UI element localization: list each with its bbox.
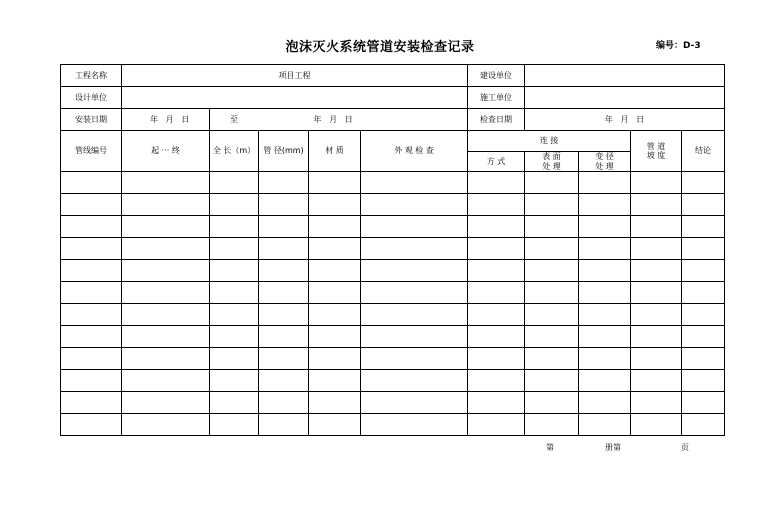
table-row: [61, 370, 725, 392]
table-cell[interactable]: [259, 304, 309, 326]
table-cell[interactable]: [579, 238, 631, 260]
table-cell[interactable]: [682, 282, 725, 304]
table-cell[interactable]: [122, 172, 210, 194]
table-cell[interactable]: [61, 370, 122, 392]
table-cell[interactable]: [210, 172, 259, 194]
table-cell[interactable]: [525, 238, 579, 260]
header-connection: 连 接: [468, 131, 631, 152]
table-cell[interactable]: [259, 216, 309, 238]
table-cell[interactable]: [259, 172, 309, 194]
footer-ye: 页: [681, 443, 689, 452]
table-cell[interactable]: [61, 348, 122, 370]
table-cell[interactable]: [468, 326, 525, 348]
table-cell[interactable]: [210, 370, 259, 392]
table-cell[interactable]: [210, 348, 259, 370]
table-cell[interactable]: [259, 348, 309, 370]
table-cell[interactable]: [579, 392, 631, 414]
table-cell[interactable]: [631, 326, 682, 348]
table-cell[interactable]: [579, 326, 631, 348]
table-cell[interactable]: [122, 238, 210, 260]
footer-ce-di: 册第: [605, 443, 621, 452]
table-cell[interactable]: [309, 414, 361, 436]
table-cell[interactable]: [210, 326, 259, 348]
table-cell[interactable]: [361, 238, 468, 260]
table-cell[interactable]: [631, 370, 682, 392]
table-cell[interactable]: [361, 414, 468, 436]
table-cell[interactable]: [525, 348, 579, 370]
table-row: [61, 348, 725, 370]
table-cell[interactable]: [525, 304, 579, 326]
table-cell[interactable]: [579, 370, 631, 392]
table-cell[interactable]: [61, 304, 122, 326]
table-cell[interactable]: [309, 370, 361, 392]
table-row: [61, 392, 725, 414]
table-cell[interactable]: [259, 260, 309, 282]
project-name-value[interactable]: 项目工程: [122, 65, 468, 87]
form-code: 编号：D-3: [656, 41, 701, 51]
table-cell[interactable]: [682, 260, 725, 282]
table-cell[interactable]: [631, 238, 682, 260]
header-slope: 管 道 坡 度: [631, 131, 682, 172]
table-cell[interactable]: [309, 238, 361, 260]
table-cell[interactable]: [468, 172, 525, 194]
row-design: [61, 87, 725, 109]
construction-value[interactable]: [525, 87, 725, 109]
table-cell[interactable]: [309, 260, 361, 282]
install-date-label: 安装日期: [61, 109, 122, 131]
table-cell[interactable]: [579, 216, 631, 238]
header-conclusion: 结论: [682, 131, 725, 172]
table-cell[interactable]: [122, 348, 210, 370]
table-cell[interactable]: [525, 172, 579, 194]
builder-value[interactable]: [525, 65, 725, 87]
table-cell[interactable]: [579, 172, 631, 194]
table-cell[interactable]: [631, 216, 682, 238]
table-cell[interactable]: [361, 326, 468, 348]
project-name-label: 工程名称: [61, 65, 122, 87]
table-cell[interactable]: [361, 348, 468, 370]
header-length: 全 长（m）: [210, 131, 259, 172]
construction-label: 施工单位: [468, 87, 525, 109]
row-project: [61, 65, 725, 87]
table-cell[interactable]: [361, 370, 468, 392]
table-cell[interactable]: [259, 194, 309, 216]
table-cell[interactable]: [579, 282, 631, 304]
table-cell[interactable]: [579, 348, 631, 370]
table-cell[interactable]: [361, 172, 468, 194]
table-cell[interactable]: [579, 194, 631, 216]
table-cell[interactable]: [525, 282, 579, 304]
header-surface: 表 面 处 理: [525, 152, 579, 172]
header-start-end: 起 ··· 终: [122, 131, 210, 172]
table-cell[interactable]: [631, 304, 682, 326]
table-cell[interactable]: [682, 414, 725, 436]
table-cell[interactable]: [259, 370, 309, 392]
table-cell[interactable]: [122, 260, 210, 282]
table-cell[interactable]: [525, 414, 579, 436]
table-cell[interactable]: [631, 194, 682, 216]
table-cell[interactable]: [525, 216, 579, 238]
table-cell[interactable]: [61, 194, 122, 216]
table-cell[interactable]: [61, 282, 122, 304]
table-cell[interactable]: [631, 414, 682, 436]
header-row-1: [61, 131, 725, 152]
table-cell[interactable]: [631, 260, 682, 282]
table-cell[interactable]: [682, 172, 725, 194]
table-cell[interactable]: [468, 260, 525, 282]
table-cell[interactable]: [122, 414, 210, 436]
table-cell[interactable]: [468, 304, 525, 326]
table-cell[interactable]: [259, 238, 309, 260]
table-cell[interactable]: [259, 326, 309, 348]
table-cell[interactable]: [210, 282, 259, 304]
table-cell[interactable]: [61, 260, 122, 282]
table-cell[interactable]: [361, 392, 468, 414]
form-title: 泡沫灭火系统管道安装检查记录: [285, 40, 475, 55]
table-cell[interactable]: [361, 282, 468, 304]
header-diameter: 管 径(mm): [259, 131, 309, 172]
table-cell[interactable]: [309, 282, 361, 304]
table-cell[interactable]: [361, 216, 468, 238]
table-cell[interactable]: [468, 216, 525, 238]
table-cell[interactable]: [361, 304, 468, 326]
table-cell[interactable]: [122, 392, 210, 414]
table-cell[interactable]: [468, 348, 525, 370]
table-row: [61, 304, 725, 326]
table-cell[interactable]: [309, 216, 361, 238]
install-date-end[interactable]: 年 月 日: [309, 109, 468, 131]
table-cell[interactable]: [631, 282, 682, 304]
table-cell[interactable]: [682, 216, 725, 238]
table-cell[interactable]: [61, 216, 122, 238]
table-row: [61, 260, 725, 282]
check-date-label: 检查日期: [468, 109, 525, 131]
table-cell[interactable]: [259, 414, 309, 436]
table-cell[interactable]: [309, 326, 361, 348]
table-cell[interactable]: [210, 414, 259, 436]
table-cell[interactable]: [525, 392, 579, 414]
check-date-value[interactable]: 年 月 日: [525, 109, 725, 131]
table-cell[interactable]: [631, 172, 682, 194]
data-rows: [61, 172, 725, 436]
table-cell[interactable]: [309, 348, 361, 370]
inspection-table: [60, 64, 725, 436]
table-cell[interactable]: [309, 304, 361, 326]
table-cell[interactable]: [309, 392, 361, 414]
table-cell[interactable]: [122, 194, 210, 216]
table-cell[interactable]: [122, 370, 210, 392]
table-cell[interactable]: [210, 216, 259, 238]
table-cell[interactable]: [468, 194, 525, 216]
table-cell[interactable]: [468, 282, 525, 304]
design-value[interactable]: [122, 87, 468, 109]
table-cell[interactable]: [682, 348, 725, 370]
table-cell[interactable]: [468, 238, 525, 260]
header-material: 材 质: [309, 131, 361, 172]
table-cell[interactable]: [525, 260, 579, 282]
table-cell[interactable]: [631, 392, 682, 414]
table-cell[interactable]: [309, 194, 361, 216]
table-cell[interactable]: [682, 304, 725, 326]
table-cell[interactable]: [210, 392, 259, 414]
table-row: [61, 282, 725, 304]
table-cell[interactable]: [210, 260, 259, 282]
table-cell[interactable]: [682, 370, 725, 392]
table-cell[interactable]: [682, 194, 725, 216]
table-cell[interactable]: [210, 238, 259, 260]
table-row: [61, 326, 725, 348]
table-cell[interactable]: [309, 172, 361, 194]
install-date-to: 至: [210, 109, 309, 131]
table-cell[interactable]: [579, 414, 631, 436]
table-cell[interactable]: [682, 326, 725, 348]
header-reducer: 变 径 处 理: [579, 152, 631, 172]
table-cell[interactable]: [579, 260, 631, 282]
header-appearance: 外 观 检 查: [361, 131, 468, 172]
table-cell[interactable]: [122, 282, 210, 304]
table-cell[interactable]: [631, 348, 682, 370]
table-cell[interactable]: [682, 238, 725, 260]
table-cell[interactable]: [61, 414, 122, 436]
table-row: [61, 172, 725, 194]
table-cell[interactable]: [259, 392, 309, 414]
table-cell[interactable]: [682, 392, 725, 414]
table-cell[interactable]: [122, 304, 210, 326]
table-cell[interactable]: [210, 194, 259, 216]
install-date-start[interactable]: 年 月 日: [122, 109, 210, 131]
table-cell[interactable]: [361, 194, 468, 216]
design-label: 设计单位: [61, 87, 122, 109]
table-row: [61, 216, 725, 238]
table-cell[interactable]: [579, 304, 631, 326]
table-row: [61, 414, 725, 436]
table-cell[interactable]: [525, 326, 579, 348]
table-cell[interactable]: [61, 326, 122, 348]
table-cell[interactable]: [61, 172, 122, 194]
table-cell[interactable]: [525, 370, 579, 392]
header-method: 方 式: [468, 152, 525, 172]
header-pipe-no: 管线编号: [61, 131, 122, 172]
builder-label: 建设单位: [468, 65, 525, 87]
table-cell[interactable]: [525, 194, 579, 216]
table-cell[interactable]: [61, 238, 122, 260]
table-row: [61, 238, 725, 260]
table-cell[interactable]: [210, 304, 259, 326]
table-cell[interactable]: [468, 414, 525, 436]
table-row: [61, 194, 725, 216]
table-cell[interactable]: [468, 392, 525, 414]
table-cell[interactable]: [122, 326, 210, 348]
table-cell[interactable]: [361, 260, 468, 282]
row-dates: [61, 109, 725, 131]
table-cell[interactable]: [468, 370, 525, 392]
table-cell[interactable]: [122, 216, 210, 238]
footer-di: 第: [546, 443, 554, 452]
table-cell[interactable]: [259, 282, 309, 304]
table-cell[interactable]: [61, 392, 122, 414]
